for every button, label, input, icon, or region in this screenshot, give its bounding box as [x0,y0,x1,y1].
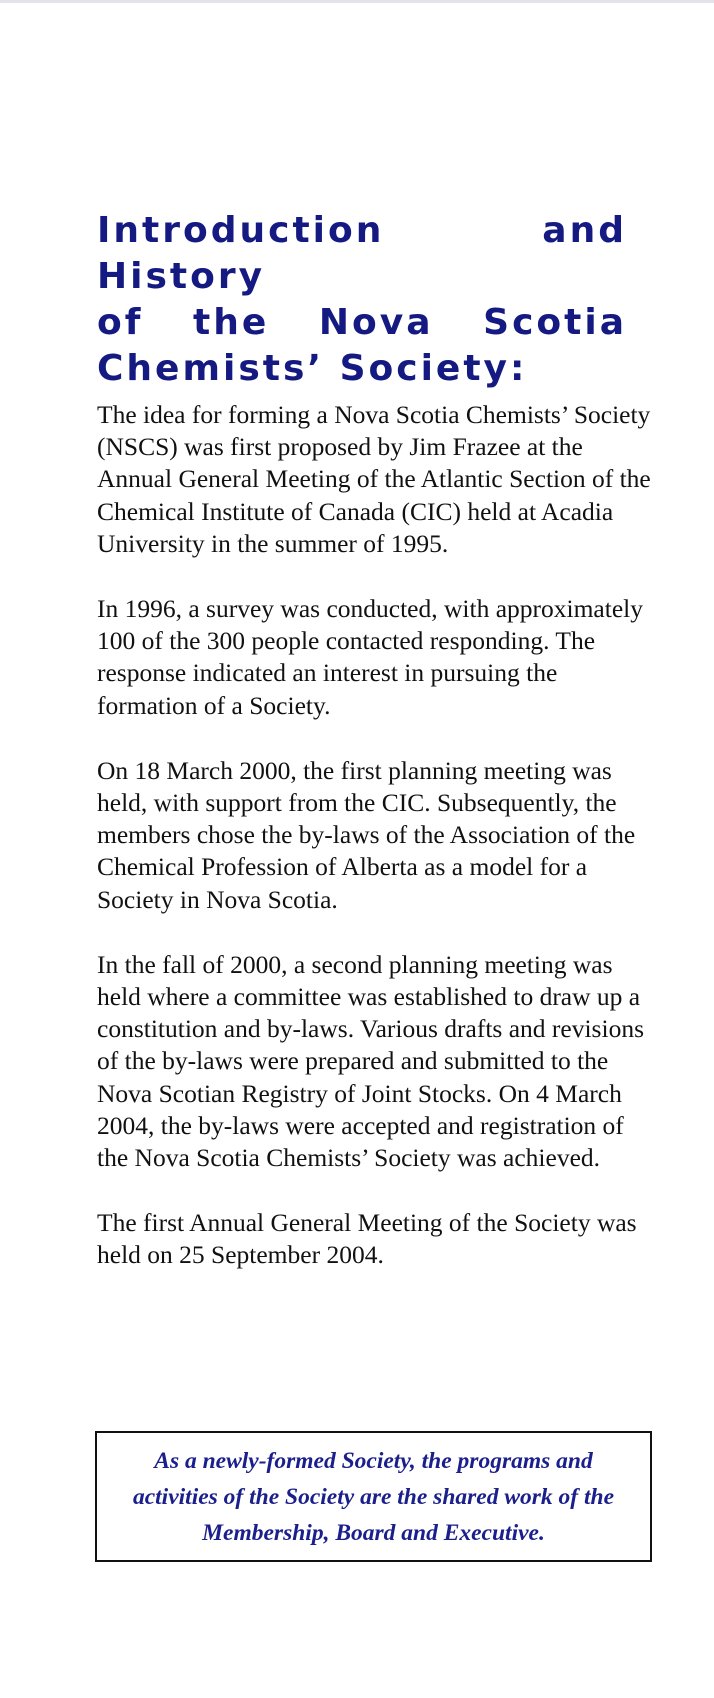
page-top-edge [0,0,714,3]
title-line-3: Chemists’ Society: [97,348,528,389]
title-line-2: of the Nova Scotia [97,302,627,343]
page-title [97,208,627,392]
paragraph-first-agm: The first Annual General Meeting of the Society was held on 25 September 2004. [97,1208,637,1270]
paragraph-survey: In 1996, a survey was conducted, with approximately 100 of the 300 people contacted responding. The response indicated an interest in pursuing the formation of a Society. [97,594,643,720]
body-text [97,399,657,1305]
paragraph-second-planning-meeting: In the fall of 2000, a second planning meeting was held where a committee was established to draw up a constitution and by-laws. Various drafts and revisions of the by-laws were prepared and submitted to the Nova Scotian Registry of Joint Stocks. On 4 March 2004, the by-laws were accepted and registration of the Nova Scotia Chemists’ Society was achieved. [97,949,644,1173]
paragraph-origin: The idea for forming a Nova Scotia Chemists’ Society (NSCS) was first proposed by Jim Frazee at the Annual General Meeting of the Atlantic Section of the Chemical Institute of Canada (CIC) held at Acadia University in the summer of 1995. [97,400,651,558]
title-line-1: Introduction and History [97,210,627,297]
callout-text: As a newly-formed Society, the programs and activities of the Society are the shared work of the Membership, Board and Executive. [132,1447,615,1546]
paragraph-first-planning-meeting: On 18 March 2000, the first planning meeting was held, with support from the CIC. Subsequently, the members chose the by-laws of the Association of the Chemical Profession of Alberta as a model for a Society in Nova Scotia. [97,755,636,914]
title-block [97,208,661,392]
callout-box [95,1431,652,1562]
